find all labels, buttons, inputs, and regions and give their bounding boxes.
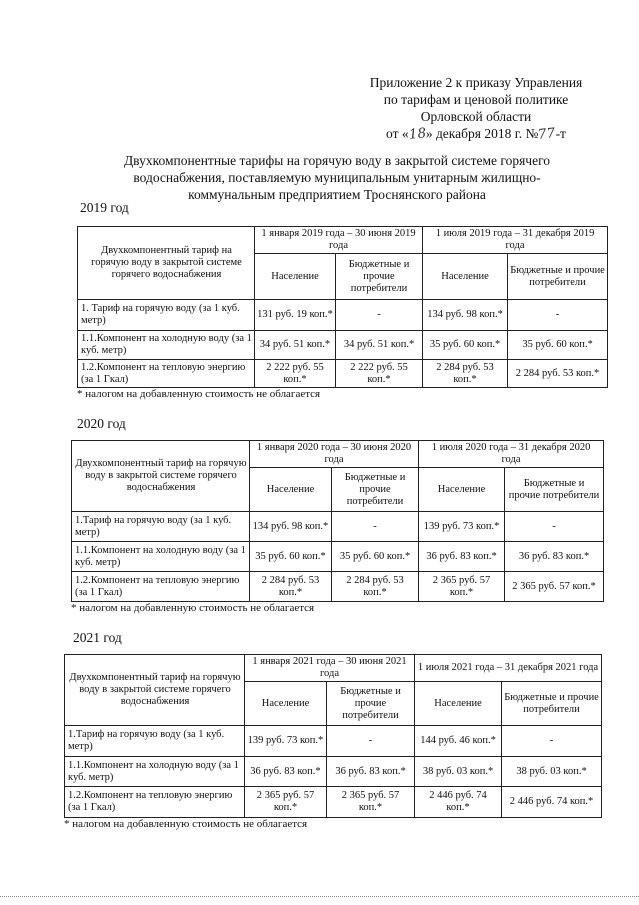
cell-value: 2 284 руб. 53 коп.* xyxy=(250,572,332,602)
subheader-population: Население xyxy=(255,254,336,300)
cell-value: - xyxy=(336,300,423,331)
cell-value: 134 руб. 98 коп.* xyxy=(250,512,332,542)
appendix-date-line xyxy=(340,125,612,143)
table-row xyxy=(78,360,608,388)
cell-value: 2 446 руб. 74 коп.* xyxy=(502,787,602,818)
cell-value: 36 руб. 83 коп.* xyxy=(245,757,327,787)
subheader-budget: Бюджетные и прочие потребители xyxy=(327,682,415,726)
tariff-table-2021 xyxy=(64,654,602,818)
subheader-budget: Бюджетные и прочие потребители xyxy=(332,468,419,512)
cell-value: - xyxy=(502,726,602,757)
cell-value: 2 365 руб. 57 коп.* xyxy=(245,787,327,818)
cell-value: 139 руб. 73 коп.* xyxy=(245,726,327,757)
title-line-2: водоснабжения, поставляемую муниципальным унитарным жилищно- xyxy=(133,170,541,185)
cell-value: - xyxy=(505,512,604,542)
table-row xyxy=(72,542,604,572)
document-title xyxy=(100,152,574,203)
period-1-header: 1 января 2019 года – 30 июня 2019 года xyxy=(255,227,423,254)
row-label: 1.Тариф на горячую воду (за 1 куб. метр) xyxy=(65,726,245,757)
subheader-budget: Бюджетные и прочие потребители xyxy=(505,468,604,512)
date-mid: » декабря 2018 г. № xyxy=(425,126,539,141)
cell-value: 2 365 руб. 57 коп.* xyxy=(505,572,604,602)
table-row xyxy=(78,300,608,331)
cell-value: 34 руб. 51 коп.* xyxy=(336,331,423,360)
table-row xyxy=(65,726,602,757)
cell-value: 139 руб. 73 коп.* xyxy=(419,512,505,542)
row-label: 1. Тариф на горячую воду (за 1 куб. метр) xyxy=(78,300,255,331)
title-line-1: Двухкомпонентные тарифы на горячую воду в закрытой системе горячего xyxy=(123,153,551,168)
row-label: 1.2.Компонент на тепловую энергию (за 1 Гкал) xyxy=(78,360,255,388)
cell-value: 2 365 руб. 57 коп.* xyxy=(419,572,505,602)
cell-value: 38 руб. 03 коп.* xyxy=(415,757,502,787)
row-label: 1.2.Компонент на тепловую энергию (за 1 Гкал) xyxy=(72,572,250,602)
year-label-2020: 2020 год xyxy=(77,416,126,431)
cell-value: - xyxy=(332,512,419,542)
column-header-tariff: Двухкомпонентный тариф на горячую воду в закрытой системе горячего водоснабжения xyxy=(65,655,245,726)
cell-value: 131 руб. 19 коп.* xyxy=(255,300,336,331)
cell-value: 2 446 руб. 74 коп.* xyxy=(415,787,502,818)
subheader-population: Население xyxy=(423,254,508,300)
appendix-line-3: Орловской области xyxy=(420,109,532,124)
table-row xyxy=(65,757,602,787)
subheader-population: Население xyxy=(415,682,502,726)
subheader-budget: Бюджетные и прочие потребители xyxy=(508,254,608,300)
cell-value: 2 222 руб. 55 коп.* xyxy=(336,360,423,388)
cell-value: 2 222 руб. 55 коп.* xyxy=(255,360,336,388)
cell-value: 134 руб. 98 коп.* xyxy=(423,300,508,331)
cell-value: 35 руб. 60 коп.* xyxy=(250,542,332,572)
subheader-population: Население xyxy=(250,468,332,512)
period-2-header: 1 июля 2020 года – 31 декабря 2020 года xyxy=(419,441,604,468)
cell-value: 35 руб. 60 коп.* xyxy=(423,331,508,360)
table-row xyxy=(65,787,602,818)
subheader-population: Население xyxy=(419,468,505,512)
year-label-2019: 2019 год xyxy=(80,200,129,215)
title-line-3: коммунальным предприятием Троснянского района xyxy=(188,187,486,202)
footnote-vat-2020: * налогом на добавленную стоимость не облагается xyxy=(71,602,315,614)
period-2-header: 1 июля 2019 года – 31 декабря 2019 года xyxy=(423,227,608,254)
cell-value: - xyxy=(327,726,415,757)
cell-value: 38 руб. 03 коп.* xyxy=(502,757,602,787)
year-label-2021: 2021 год xyxy=(73,630,122,645)
cell-value: 36 руб. 83 коп.* xyxy=(327,757,415,787)
column-header-tariff: Двухкомпонентный тариф на горячую воду в закрытой системе горячего водоснабжения xyxy=(72,441,250,512)
page-bottom-rule xyxy=(0,896,639,897)
appendix-line-2: по тарифам и ценовой политике xyxy=(383,92,569,107)
appendix-line-1: Приложение 2 к приказу Управления xyxy=(369,75,583,90)
handwritten-order-number: 77 xyxy=(537,125,557,143)
row-label: 1.1.Компонент на холодную воду (за 1 куб. метр) xyxy=(78,331,255,360)
row-label: 1.1.Компонент на холодную воду (за 1 куб. метр) xyxy=(72,542,250,572)
subheader-budget: Бюджетные и прочие потребители xyxy=(502,682,602,726)
cell-value: 2 284 руб. 53 коп.* xyxy=(423,360,508,388)
period-1-header: 1 января 2020 года – 30 июня 2020 года xyxy=(250,441,419,468)
cell-value: 35 руб. 60 коп.* xyxy=(508,331,608,360)
tariff-table-2020 xyxy=(71,440,604,602)
cell-value: 34 руб. 51 коп.* xyxy=(255,331,336,360)
appendix-header xyxy=(340,74,612,143)
cell-value: 36 руб. 83 коп.* xyxy=(419,542,505,572)
table-row xyxy=(72,512,604,542)
row-label: 1.Тариф на горячую воду (за 1 куб. метр) xyxy=(72,512,250,542)
date-prefix: от « xyxy=(386,126,409,141)
cell-value: 144 руб. 46 коп.* xyxy=(415,726,502,757)
cell-value: 2 284 руб. 53 коп.* xyxy=(508,360,608,388)
tariff-table-2019 xyxy=(77,226,608,388)
period-2-header: 1 июля 2021 года – 31 декабря 2021 года xyxy=(415,655,602,682)
row-label: 1.2.Компонент на тепловую энергию (за 1 Гкал) xyxy=(65,787,245,818)
table-row xyxy=(72,572,604,602)
order-suffix: -т xyxy=(555,126,566,141)
column-header-tariff: Двухкомпонентный тариф на горячую воду в закрытой системе горячего водоснабжения xyxy=(78,227,255,300)
cell-value: 36 руб. 83 коп.* xyxy=(505,542,604,572)
footnote-vat-2021: * налогом на добавленную стоимость не облагается xyxy=(64,818,308,830)
cell-value: - xyxy=(508,300,608,331)
cell-value: 2 284 руб. 53 коп.* xyxy=(332,572,419,602)
footnote-vat-2019: * налогом на добавленную стоимость не облагается xyxy=(77,388,321,400)
subheader-budget: Бюджетные и прочие потребители xyxy=(336,254,423,300)
cell-value: 2 365 руб. 57 коп.* xyxy=(327,787,415,818)
handwritten-day: 18 xyxy=(407,125,427,143)
table-row xyxy=(78,331,608,360)
row-label: 1.1.Компонент на холодную воду (за 1 куб. метр) xyxy=(65,757,245,787)
subheader-population: Население xyxy=(245,682,327,726)
cell-value: 35 руб. 60 коп.* xyxy=(332,542,419,572)
period-1-header: 1 января 2021 года – 30 июня 2021 года xyxy=(245,655,415,682)
